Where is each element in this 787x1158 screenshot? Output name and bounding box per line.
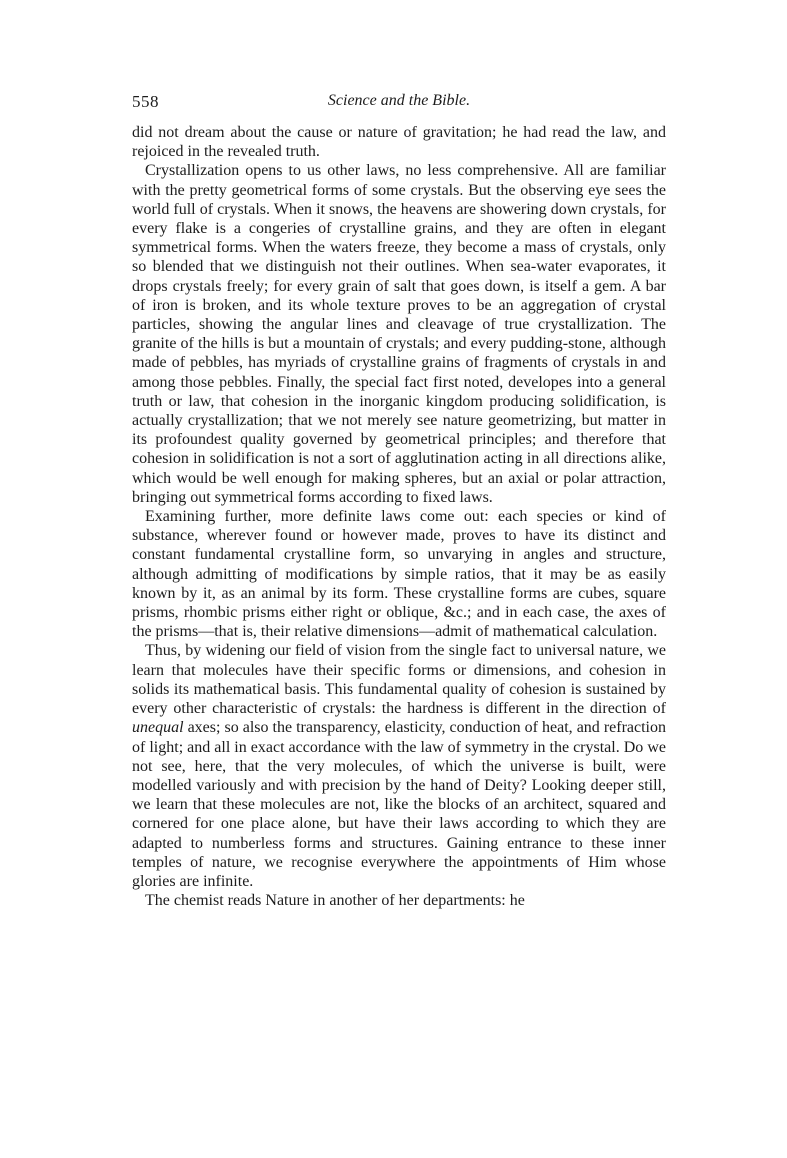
paragraph-chemist: The chemist reads Nature in another of her departments: he	[145, 892, 525, 910]
page-header	[132, 92, 666, 116]
document-page	[132, 92, 666, 910]
running-title: Science and the Bible.	[327, 92, 471, 109]
paragraph-continuation: did not dream about the cause or nature of gravitation; he had read the law, and rejoiced in the revealed truth.	[132, 124, 666, 161]
emphasis-unequal: unequal	[132, 719, 184, 737]
paragraph-molecules-part-2: axes; so also the transparency, elasticity, conduction of heat, and refraction of light; and all in exact accordance with the law of symmetry in the crystal. Do we not see, here, that the very molecules, of which the universe is built, were modelled variously and with precision by the hand of Deity? Looking deeper still, we learn that these molecules are not, like the blocks of an architect, squared and cornered for one place alone, but have their laws according to which they are adapted to numberless forms and structures. Gaining entrance to these inner temples of nature, we recognise everywhere the appointments of Him whose glories are infinite.	[132, 719, 666, 890]
paragraph-molecules-part-1: Thus, by widening our field of vision from the single fact to universal nature, we learn that molecules have their specific forms or dimensions, and cohesion in solids its mathematical basis. This fundamental quality of cohesion is sustained by every other characteristic of crystals: the hardness is different in the direction of	[132, 642, 666, 718]
body-text	[132, 123, 666, 910]
paragraph-crystallization: Crystallization opens to us other laws, no less comprehensive. All are familiar with the pretty geometrical forms of some crystals. But the observing eye sees the world full of crystals. When it snows, the heavens are showering down crystals, for every flake is a congeries of crystalline grains, and they are often in elegant symmetrical forms. When the waters freeze, they become a mass of crystals, only so blended that we distinguish not their outlines. When sea-water evaporates, it drops crystals freely; for every grain of salt that goes down, is itself a gem. A bar of iron is broken, and its whole texture proves to be an aggregation of crystal particles, showing the angular lines and cleavage of true crystallization. The granite of the hills is but a mountain of crystals; and every pudding-stone, although made of pebbles, has myriads of crystalline grains of fragments of crystals in and among those pebbles. Finally, the special fact first noted, developes into a general truth or law, that cohesion in the inorganic kingdom producing solidification, is actually crystallization; that we not merely see nature geometrizing, but matter in its profoundest quality governed by geometrical principles; and therefore that cohesion in solidification is not a sort of agglutination acting in all directions alike, which would be well enough for making spheres, but an axial or polar attraction, bringing out symmetrical forms according to fixed laws.	[132, 162, 666, 506]
page-number: 558	[132, 92, 159, 111]
paragraph-definite-laws: Examining further, more definite laws come out: each species or kind of substance, wherever found or however made, proves to have its distinct and constant fundamental crystalline form, so unvarying in angles and structure, although admitting of modifications by simple ratios, that it may be as easily known by it, as an animal by its form. These crystalline forms are cubes, square prisms, rhombic prisms either right or oblique, &c.; and in each case, the axes of the prisms—that is, their relative dimensions—admit of mathematical calculation.	[132, 508, 666, 641]
paragraph-molecules	[132, 641, 666, 891]
